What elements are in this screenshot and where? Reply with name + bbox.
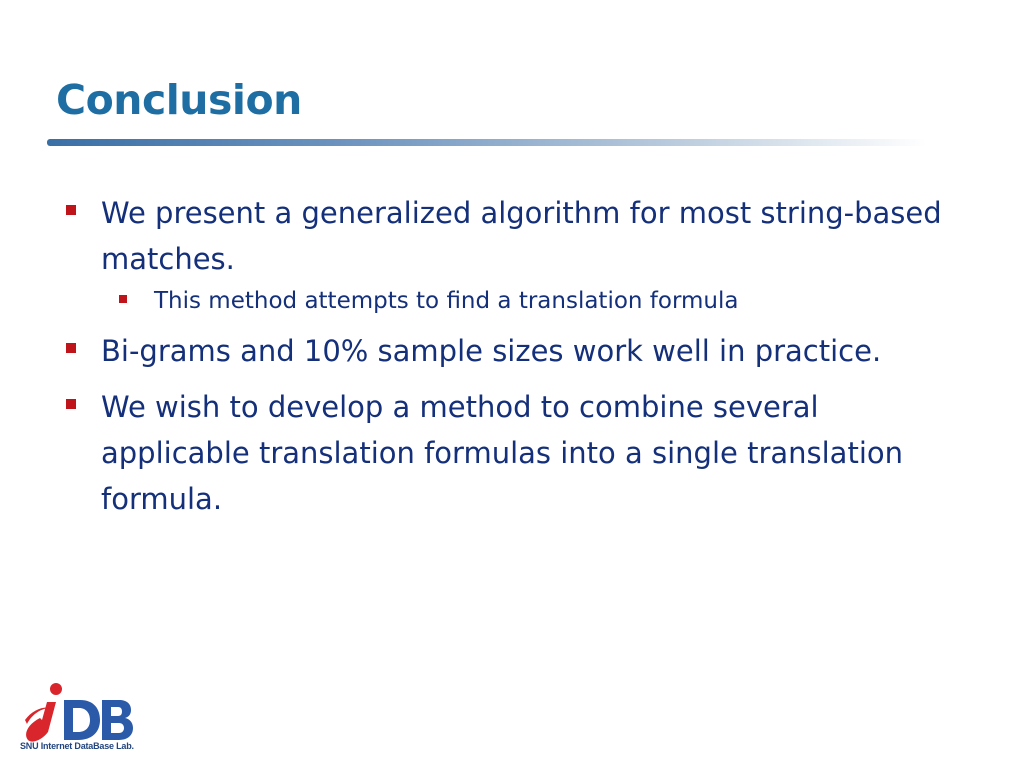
square-bullet-icon bbox=[66, 343, 76, 353]
idb-logo-mark-icon bbox=[20, 680, 140, 742]
square-bullet-icon bbox=[66, 399, 76, 409]
sub-bullet-list bbox=[101, 284, 964, 318]
bullet-item-3 bbox=[64, 384, 964, 522]
square-bullet-icon bbox=[66, 205, 76, 215]
bullet-list bbox=[64, 190, 964, 522]
bullet-item-1 bbox=[64, 190, 964, 318]
bullet-text: We present a generalized algorithm for most string-based matches. bbox=[101, 196, 942, 276]
square-bullet-icon bbox=[119, 295, 127, 303]
bullet-item-2 bbox=[64, 328, 964, 374]
logo-subtitle: SNU Internet DataBase Lab. bbox=[20, 741, 134, 751]
bullet-text: We wish to develop a method to combine several applicable translation formulas into a single translation formula. bbox=[101, 390, 904, 516]
sub-bullet-item-1 bbox=[110, 284, 964, 318]
slide-title: Conclusion bbox=[56, 76, 302, 124]
slide-body bbox=[64, 190, 964, 532]
title-underline-rule bbox=[47, 139, 927, 146]
sub-bullet-text: This method attempts to find a translation formula bbox=[154, 288, 739, 314]
idb-lab-logo bbox=[20, 680, 140, 755]
bullet-text: Bi-grams and 10% sample sizes work well in practice. bbox=[101, 334, 882, 368]
